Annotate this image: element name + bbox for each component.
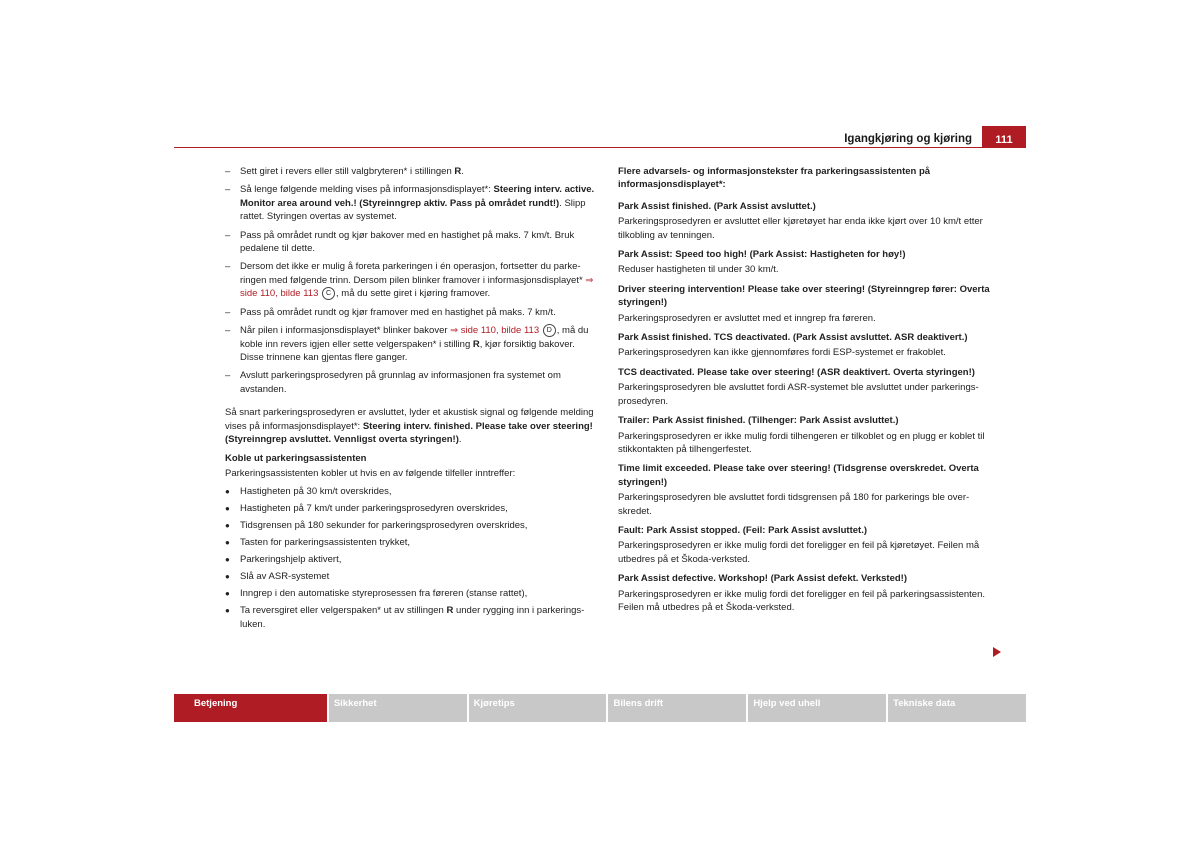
list-item: ● Tasten for parkeringsassistenten trykket, (225, 536, 600, 549)
page-reference-link[interactable]: ⇒ side 110, bilde 113 (450, 325, 540, 337)
step-item: – Pass på området rundt og kjør framover med en hastighet på maks. 7 km/t. (225, 306, 600, 319)
left-column (225, 165, 600, 635)
list-item: ● Hastigheten på 30 km/t overskrides, (225, 485, 600, 498)
message-heading: Park Assist finished. (Park Assist avsluttet.) (618, 200, 816, 212)
step-item: – Pass på området rundt og kjør bakover med en hastighet på maks. 7 km/t. Bruk pedalene til dette. (225, 229, 600, 256)
message-text: Parkeringsprosedyren ble avsluttet fordi tidsgrensen på 180 for parkerings ble overskredet. (618, 492, 970, 517)
page-number: 111 (982, 126, 1026, 148)
message-heading: Park Assist defective. Workshop! (Park Assist defekt. Verksted!) (618, 573, 907, 585)
message-heading: Park Assist: Speed too high! (Park Assist: Hastigheten for høy!) (618, 249, 906, 261)
message-heading: Driver steering intervention! Please take over steering! (Styreinngrep fører: Overta styringen!) (618, 283, 990, 309)
message-text: Parkeringsprosedyren er avsluttet eller kjøretøyet har enda ikke kjørt over 10 km/t etter tilkobling av tenningen. (618, 216, 983, 241)
list-item: ● Ta reversgiret eller velgerspaken* ut av stillingen R under rygging inn i parkeringsluken. (225, 604, 600, 631)
tab-sikkerhet[interactable]: Sikkerhet (329, 694, 467, 722)
message-text: Parkeringsprosedyren er ikke mulig fordi det foreligger en feil på kjøretøyet. Feilen må utbedres på et Škoda-verksted. (618, 540, 980, 565)
step-item: – Så lenge følgende melding vises på informasjonsdisplayet*: Steering interv. active. Monitor area around veh.! (Styreinngrep aktiv. Pass på området rundt!). Slipp rattet. Styringen overtas av systemet. (225, 183, 600, 223)
chapter-tabs (174, 694, 1026, 722)
intro-text: Parkeringsassistenten kobler ut hvis en av følgende tilfeller inntreffer: (225, 467, 516, 479)
figure-marker-d: D (543, 324, 556, 337)
tab-bilens-drift[interactable]: Bilens drift (608, 694, 746, 722)
right-title: Flere advarsels- og informasjonstekster fra parkeringsassistenten på informasjonsdisplayet*: (618, 166, 931, 191)
tab-kjoretips[interactable]: Kjøretips (469, 694, 607, 722)
message-heading: Time limit exceeded. Please take over steering! (Tidsgrense overskredet. Overta styringen!) (618, 463, 979, 488)
list-item: ● Parkeringshjelp aktivert, (225, 553, 600, 566)
continue-arrow-icon (993, 647, 1001, 657)
message-text: Parkeringsprosedyren kan ikke gjennomføres fordi ESP-systemet er frakoblet. (618, 347, 946, 359)
right-column (618, 165, 996, 620)
figure-marker-c: C (322, 287, 335, 300)
step-item: – Sett giret i revers eller still valgbryteren* i stillingen R. (225, 165, 600, 178)
message-heading: Trailer: Park Assist finished. (Tilhenger: Park Assist avsluttet.) (618, 415, 899, 427)
step-item: – Avslutt parkeringsprosedyren på grunnlag av informasjonen fra systemet om avstanden. (225, 369, 600, 396)
list-item: ● Slå av ASR-systemet (225, 570, 600, 583)
list-item: ● Hastigheten på 7 km/t under parkeringsprosedyren overskrides, (225, 502, 600, 515)
message-heading: Park Assist finished. TCS deactivated. (Park Assist avsluttet. ASR deaktivert.) (618, 332, 968, 344)
tab-betjening[interactable]: Betjening (174, 694, 327, 722)
message-heading: Fault: Park Assist stopped. (Feil: Park Assist avsluttet.) (618, 524, 867, 536)
message-text: Parkeringsprosedyren er avsluttet med et inngrep fra føreren. (618, 312, 876, 324)
message-heading: TCS deactivated. Please take over steering! (ASR deaktivert. Overta styringen!) (618, 366, 975, 378)
summary-paragraph: Så snart parkeringsprosedyren er avsluttet, lyder et akustisk signal og følgende melding vises på informasjonsdisplayet*: Steering interv. finished. Please take over steering! (Styreinngrep avsluttet. Vennligst overta styringen!). (225, 407, 594, 445)
message-text: Parkeringsprosedyren er ikke mulig fordi det foreligger en feil på parkeringsassistenten. Feilen må utbedres på et Škoda-verksted. (618, 588, 985, 613)
tab-tekniske-data[interactable]: Tekniske data (888, 694, 1026, 722)
header-rule (174, 147, 1026, 148)
section-title: Igangkjøring og kjøring (844, 133, 972, 145)
message-text: Reduser hastigheten til under 30 km/t. (618, 264, 779, 276)
list-item: ● Tidsgrensen på 180 sekunder for parkeringsprosedyren overskrides, (225, 519, 600, 532)
section-heading: Koble ut parkeringsassistenten (225, 453, 367, 465)
message-text: Parkeringsprosedyren er ikke mulig fordi tilhengeren er tilkoblet og en plugg er koblet til stikkontakten på tilhengerfestet. (618, 430, 985, 455)
page-reference-link[interactable]: ⇒ side 110, bilde 113 (240, 274, 594, 300)
tab-hjelp-ved-uhell[interactable]: Hjelp ved uhell (748, 694, 886, 722)
step-item: – Dersom det ikke er mulig å foreta parkeringen i én operasjon, fortsetter du parkeringen med følgende trinn. Dersom pilen blinker framover i informasjonsdisplayet* ⇒ side 110, bilde 113 C , må du sette giret i kjøring framover. (225, 260, 600, 300)
message-text: Parkeringsprosedyren ble avsluttet fordi ASR-systemet ble avsluttet under parkeringsprosedyren. (618, 382, 979, 407)
list-item: ● Inngrep i den automatiske styreprosessen fra føreren (stanse rattet), (225, 587, 600, 600)
step-item: – Når pilen i informasjonsdisplayet* blinker bakover ⇒ side 110, bilde 113 D , må du koble inn revers igjen eller sette velgerspaken* i stilling R, kjør forsiktig bakover. Disse trinnene kan gjentas flere ganger. (225, 324, 600, 364)
